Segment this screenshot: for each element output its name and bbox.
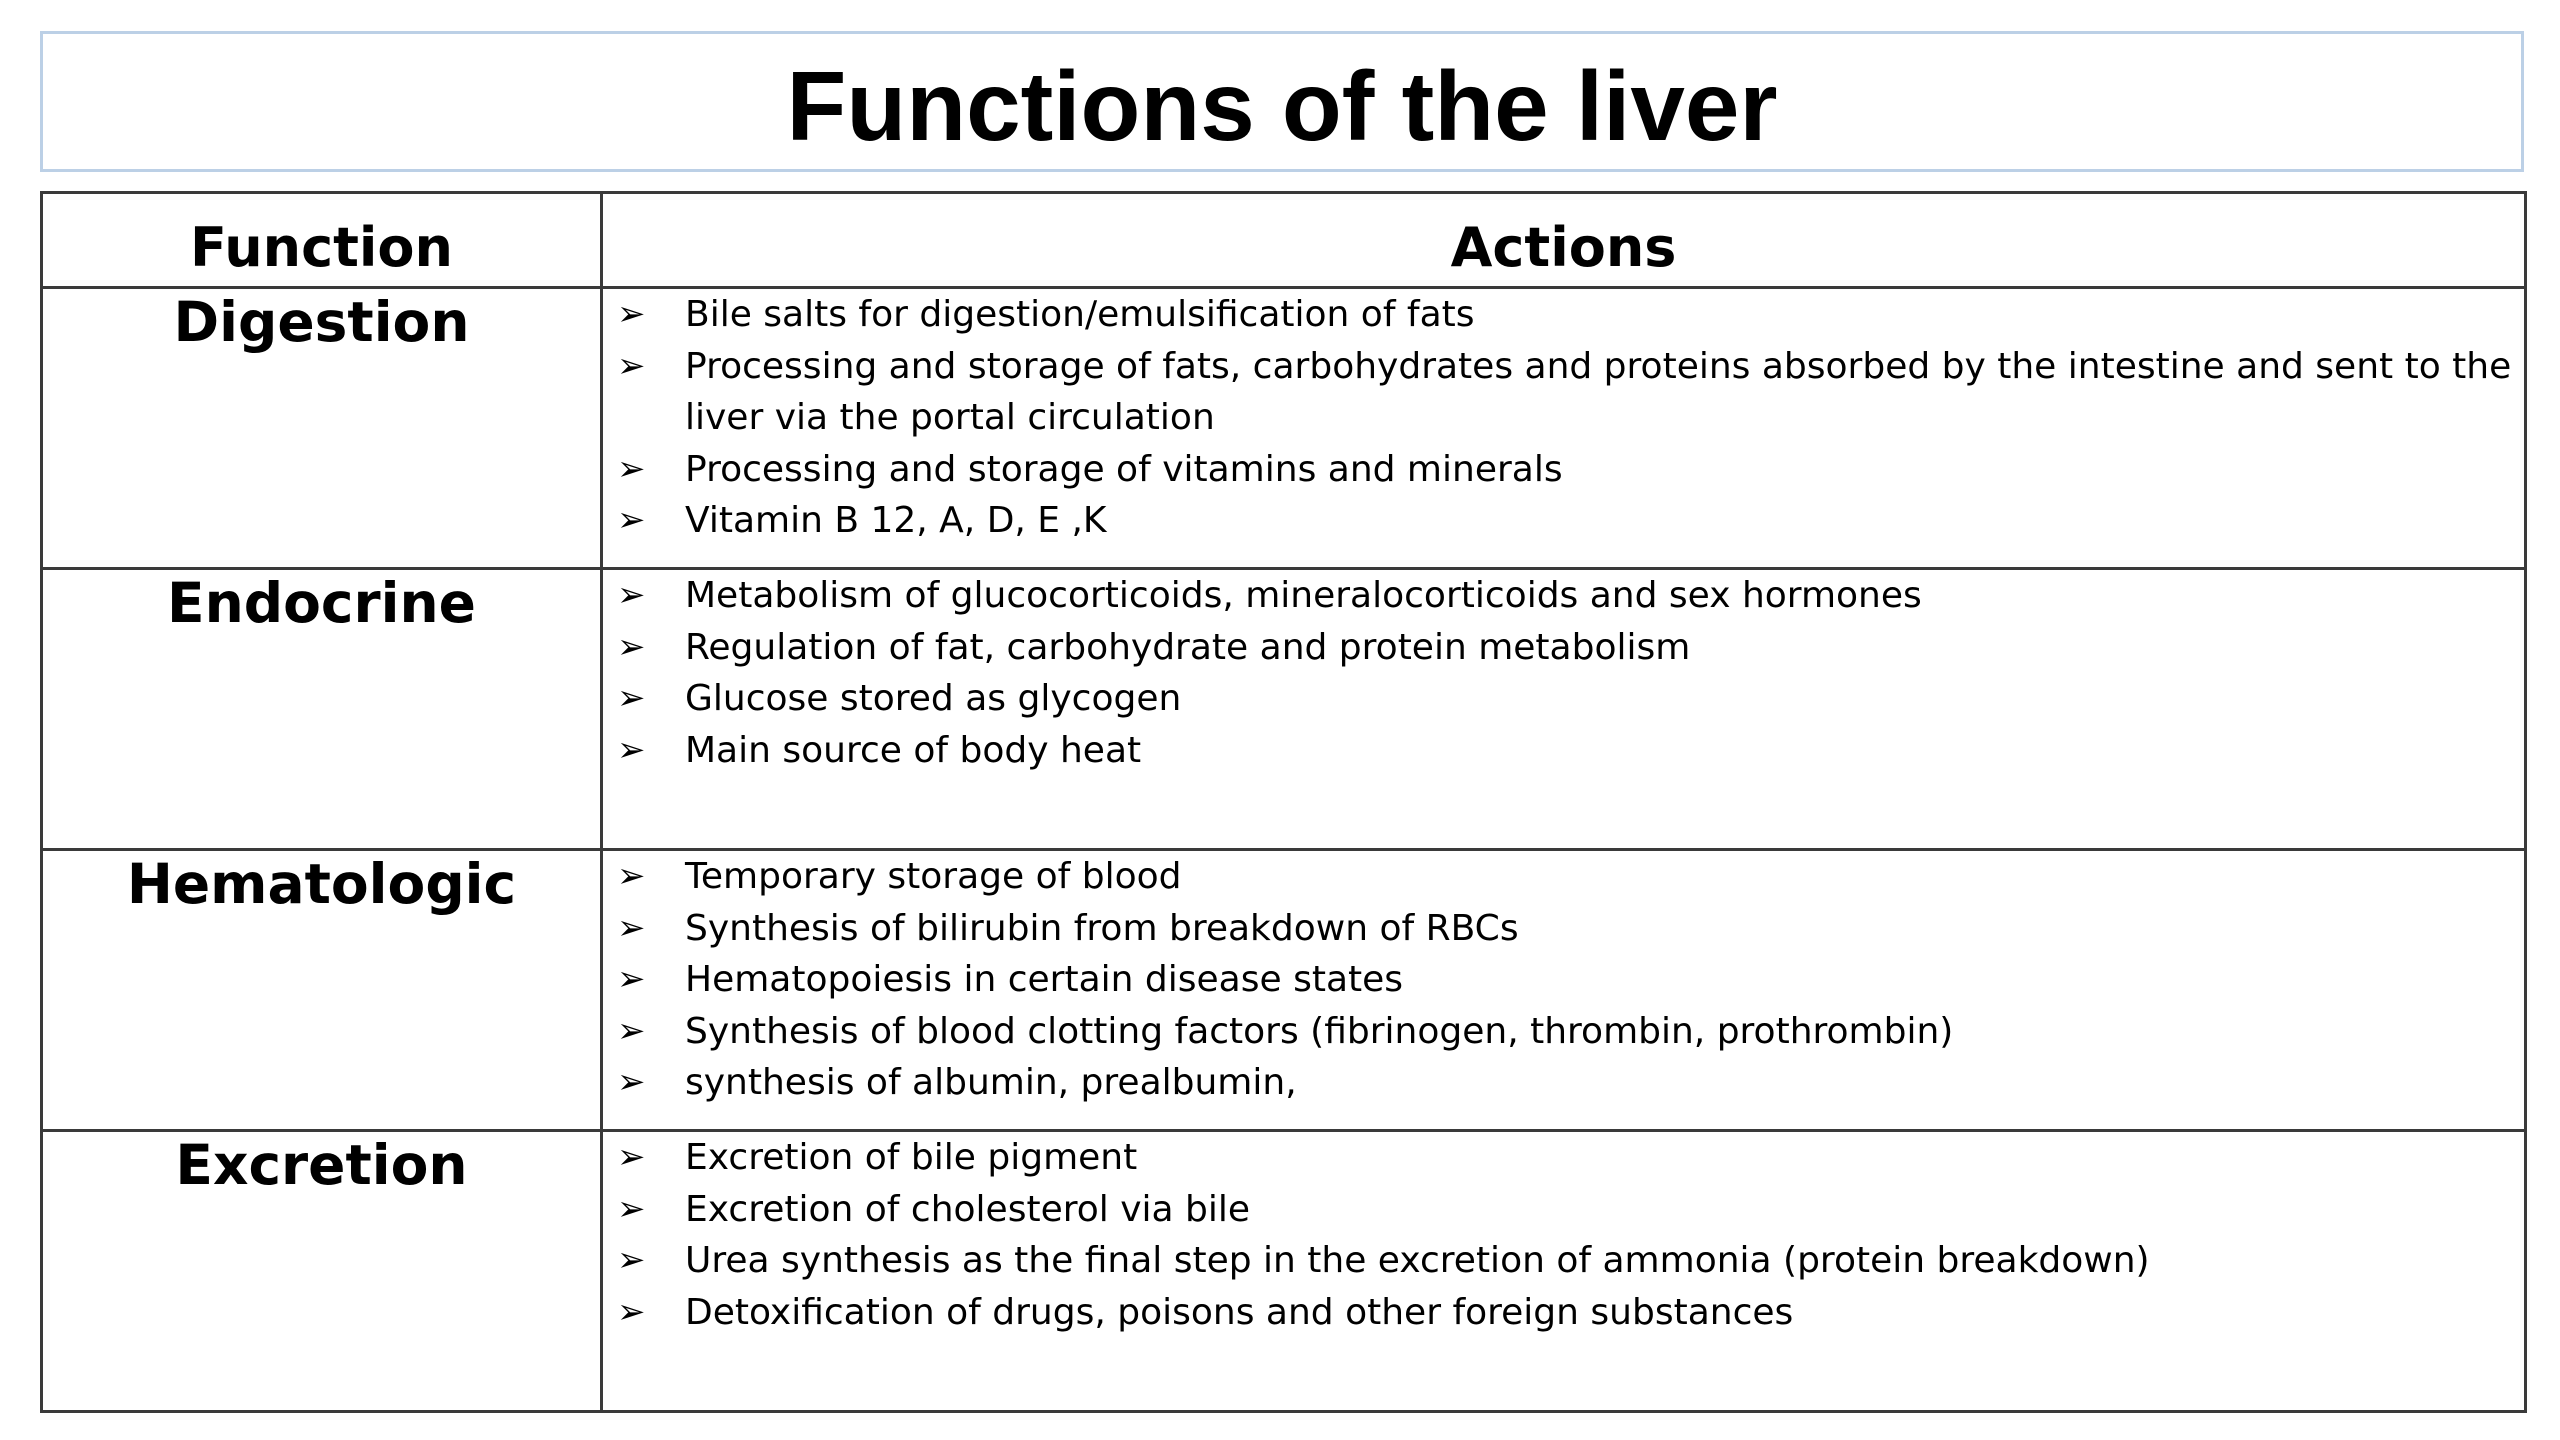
action-text: Hematopoiesis in certain disease states	[685, 959, 1404, 1000]
arrow-bullet-icon: ➢	[617, 575, 646, 615]
function-name: Digestion	[42, 288, 602, 569]
actions-cell	[602, 850, 2526, 1131]
arrow-bullet-icon: ➢	[617, 626, 646, 667]
list-item	[603, 1184, 2524, 1236]
arrow-bullet-icon: ➢	[617, 959, 646, 999]
arrow-bullet-icon: ➢	[617, 729, 646, 770]
table-row	[42, 1131, 2526, 1412]
list-item	[603, 444, 2524, 496]
table-body	[42, 288, 2526, 1412]
liver-functions-table	[40, 191, 2527, 1413]
title-box	[40, 31, 2524, 172]
arrow-bullet-icon: ➢	[617, 1010, 646, 1051]
action-text: Excretion of bile pigment	[685, 1137, 1138, 1178]
arrow-bullet-icon: ➢	[617, 1240, 646, 1280]
list-item	[603, 289, 2524, 341]
arrow-bullet-icon: ➢	[617, 856, 646, 896]
action-text: Excretion of cholesterol via bile	[685, 1188, 1251, 1230]
action-text: Detoxification of drugs, poisons and other foreign substances	[685, 1291, 1794, 1333]
list-item	[603, 622, 2524, 674]
action-text: Urea synthesis as the final step in the excretion of ammonia (protein breakdown)	[685, 1240, 2150, 1281]
action-text: Synthesis of bilirubin from breakdown of RBCs	[685, 907, 1519, 949]
action-text: Main source of body heat	[685, 729, 1142, 771]
arrow-bullet-icon: ➢	[617, 500, 646, 540]
arrow-bullet-icon: ➢	[617, 1291, 646, 1332]
arrow-bullet-icon: ➢	[617, 294, 646, 334]
list-item	[603, 1287, 2524, 1339]
action-list	[603, 851, 2524, 1109]
action-text: Metabolism of glucocorticoids, mineralocorticoids and sex hormones	[685, 575, 1922, 616]
action-list	[603, 1132, 2524, 1338]
table-row	[42, 288, 2526, 569]
list-item	[603, 954, 2524, 1006]
actions-cell	[602, 569, 2526, 850]
list-item	[603, 1057, 2524, 1109]
actions-cell	[602, 288, 2526, 569]
list-item	[603, 725, 2524, 777]
action-text: Bile salts for digestion/emulsification of fats	[685, 294, 1475, 335]
action-text: Synthesis of blood clotting factors (fibrinogen, thrombin, prothrombin)	[685, 1010, 1954, 1052]
table-row	[42, 569, 2526, 850]
list-item	[603, 851, 2524, 903]
action-text: Processing and storage of vitamins and minerals	[685, 448, 1563, 490]
arrow-bullet-icon: ➢	[617, 1137, 646, 1177]
list-item	[603, 341, 2524, 444]
list-item	[603, 1235, 2524, 1287]
list-item	[603, 570, 2524, 622]
action-list	[603, 289, 2524, 547]
arrow-bullet-icon: ➢	[617, 1188, 646, 1229]
arrow-bullet-icon: ➢	[617, 907, 646, 948]
page-title: Functions of the liver	[786, 50, 1778, 161]
action-text: Processing and storage of fats, carbohydrates and proteins absorbed by the intestine and sent to the liver via the portal circulation	[685, 345, 2512, 438]
function-name: Hematologic	[42, 850, 602, 1131]
arrow-bullet-icon: ➢	[617, 448, 646, 489]
arrow-bullet-icon: ➢	[617, 345, 646, 386]
actions-column-header: Actions	[602, 193, 2526, 288]
list-item	[603, 673, 2524, 725]
table-row	[42, 850, 2526, 1131]
function-name: Excretion	[42, 1131, 602, 1412]
actions-cell	[602, 1131, 2526, 1412]
action-text: synthesis of albumin, prealbumin,	[685, 1062, 1297, 1103]
action-text: Regulation of fat, carbohydrate and protein metabolism	[685, 626, 1691, 668]
table-header-row	[42, 193, 2526, 288]
action-text: Temporary storage of blood	[685, 856, 1182, 897]
list-item	[603, 903, 2524, 955]
list-item	[603, 1132, 2524, 1184]
list-item	[603, 1006, 2524, 1058]
action-list	[603, 570, 2524, 776]
arrow-bullet-icon: ➢	[617, 678, 646, 718]
action-text: Vitamin B 12, A, D, E ,K	[685, 500, 1107, 541]
arrow-bullet-icon: ➢	[617, 1062, 646, 1102]
function-name: Endocrine	[42, 569, 602, 850]
list-item	[603, 495, 2524, 547]
function-column-header: Function	[42, 193, 602, 288]
action-text: Glucose stored as glycogen	[685, 678, 1182, 719]
